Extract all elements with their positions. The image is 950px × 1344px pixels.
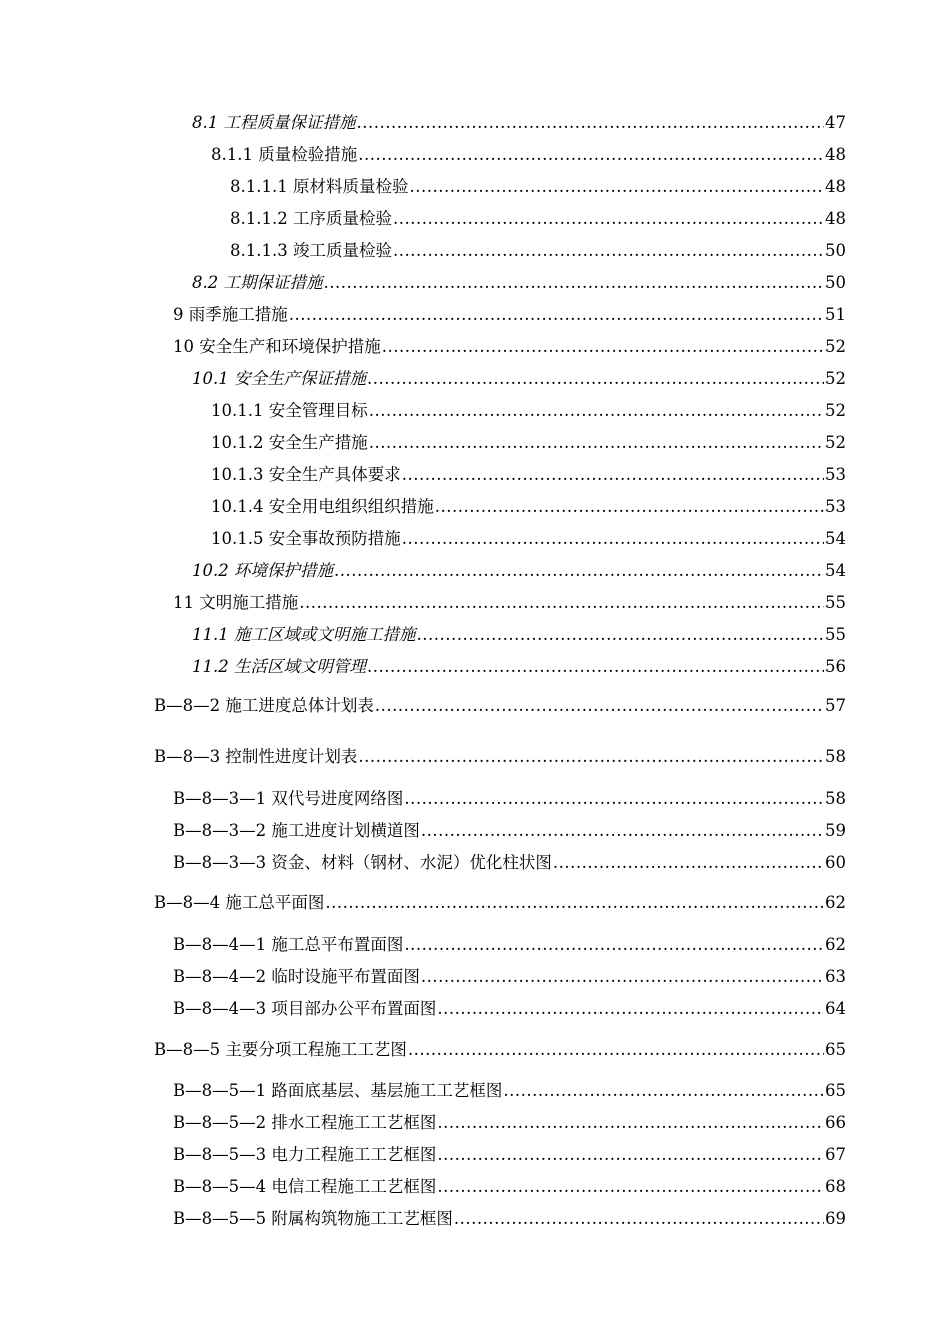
toc-entry-title: B—8—3 控制性进度计划表 [154,747,358,766]
toc-entry-page: 54 [825,561,846,580]
toc-entry-page: 60 [825,853,846,872]
toc-entry[interactable] [173,1207,846,1231]
toc-leader-dots [357,111,825,135]
toc-leader-dots [367,367,824,391]
toc-entry-page: 50 [825,241,846,260]
toc-entry-title: 8.1.1.1 原材料质量检验 [230,177,409,196]
toc-entry[interactable] [192,271,846,295]
toc-leader-dots [324,271,825,295]
toc-leader-dots [375,694,824,718]
toc-entry-page: 50 [825,273,846,292]
toc-leader-dots [402,463,824,487]
toc-entry-title: 11 文明施工措施 [173,593,299,612]
toc-entry-page: 52 [825,401,846,420]
toc-leader-dots [393,207,824,231]
toc-entry[interactable] [211,431,846,455]
toc-leader-dots [358,143,824,167]
toc-entry[interactable] [230,239,846,263]
toc-entry[interactable] [173,997,846,1021]
toc-leader-dots [435,495,824,519]
toc-entry-page: 64 [825,999,846,1018]
toc-leader-dots [299,591,824,615]
toc-entry-title: B—8—3—3 资金、材料（钢材、水泥）优化柱状图 [173,853,552,872]
toc-entry-title: 10 安全生产和环境保护措施 [173,337,381,356]
toc-entry[interactable] [173,1175,846,1199]
toc-entry-page: 48 [825,145,846,164]
toc-entry-title: 10.1.4 安全用电组织组织措施 [211,497,434,516]
toc-entry-page: 51 [825,305,846,324]
toc-entry[interactable] [173,819,846,843]
toc-entry-title: B—8—4—2 临时设施平布置面图 [173,967,420,986]
toc-leader-dots [325,891,824,915]
toc-leader-dots [553,851,824,875]
toc-entry-page: 68 [825,1177,846,1196]
toc-entry-title: 8.2 工期保证措施 [192,273,323,292]
toc-leader-dots [334,559,824,583]
toc-entry[interactable] [211,495,846,519]
toc-entry-page: 55 [825,593,846,612]
toc-leader-dots [437,1111,824,1135]
toc-leader-dots [402,527,824,551]
toc-entry[interactable] [173,335,846,359]
toc-entry-page: 53 [825,497,846,516]
toc-leader-dots [408,1038,824,1062]
toc-entry-page: 67 [825,1145,846,1164]
toc-entry-title: 10.1.2 安全生产措施 [211,433,368,452]
toc-entry-page: 69 [825,1209,846,1228]
toc-entry[interactable] [211,463,846,487]
toc-entry-page: 56 [825,657,846,676]
toc-entry[interactable] [173,303,846,327]
toc-entry-page: 52 [825,369,846,388]
toc-entry-title: 8.1.1.3 竣工质量检验 [230,241,392,260]
toc-entry[interactable] [173,851,846,875]
toc-entry-page: 54 [825,529,846,548]
toc-leader-dots [404,787,824,811]
toc-entry[interactable] [192,623,846,647]
toc-entry-title: 8.1.1 质量检验措施 [211,145,358,164]
toc-entry[interactable] [154,694,846,718]
toc-entry[interactable] [230,207,846,231]
toc-entry-title: B—8—5—3 电力工程施工工艺框图 [173,1145,437,1164]
toc-entry[interactable] [192,559,846,583]
toc-entry[interactable] [211,399,846,423]
toc-entry-title: 11.2 生活区域文明管理 [192,657,366,676]
toc-entry[interactable] [173,933,846,957]
toc-entry[interactable] [192,111,846,135]
toc-entry-title: B—8—5—4 电信工程施工工艺框图 [173,1177,437,1196]
toc-entry-page: 65 [825,1040,846,1059]
toc-entry-title: B—8—5 主要分项工程施工工艺图 [154,1040,407,1059]
toc-entry-title: 10.2 环境保护措施 [192,561,333,580]
toc-entry-title: B—8—2 施工进度总体计划表 [154,696,374,715]
toc-entry-title: B—8—5—5 附属构筑物施工工艺框图 [173,1209,453,1228]
toc-entry-page: 55 [825,625,846,644]
toc-entry-title: 9 雨季施工措施 [173,305,288,324]
toc-leader-dots [437,1143,824,1167]
toc-leader-dots [409,175,824,199]
toc-entry[interactable] [173,787,846,811]
toc-entry-title: 10.1.3 安全生产具体要求 [211,465,401,484]
toc-entry[interactable] [192,655,846,679]
toc-leader-dots [369,431,824,455]
toc-entry-page: 59 [825,821,846,840]
toc-entry[interactable] [154,745,846,769]
toc-leader-dots [416,623,824,647]
toc-leader-dots [437,1175,824,1199]
toc-entry-page: 62 [825,893,846,912]
toc-entry-page: 65 [825,1081,846,1100]
toc-entry-page: 53 [825,465,846,484]
toc-leader-dots [289,303,824,327]
toc-entry-title: B—8—5—1 路面底基层、基层施工工艺框图 [173,1081,503,1100]
toc-entry[interactable] [211,143,846,167]
toc-leader-dots [382,335,824,359]
toc-entry-title: B—8—4 施工总平面图 [154,893,325,912]
toc-entry[interactable] [211,527,846,551]
toc-leader-dots [421,965,824,989]
toc-entry-title: B—8—3—1 双代号进度网络图 [173,789,404,808]
toc-entry-title: 11.1 施工区域或文明施工措施 [192,625,416,644]
toc-entry-title: B—8—3—2 施工进度计划横道图 [173,821,420,840]
toc-entry-title: 8.1 工程质量保证措施 [192,113,356,132]
toc-entry-page: 66 [825,1113,846,1132]
toc-entry-page: 62 [825,935,846,954]
toc-entry[interactable] [173,965,846,989]
toc-entry-title: 10.1.1 安全管理目标 [211,401,368,420]
toc-entry[interactable] [173,1079,846,1103]
toc-leader-dots [358,745,824,769]
toc-entry-title: 10.1.5 安全事故预防措施 [211,529,401,548]
toc-leader-dots [454,1207,824,1231]
toc-entry[interactable] [154,1038,846,1062]
toc-entry-page: 52 [825,433,846,452]
toc-leader-dots [369,399,824,423]
toc-entry-title: 8.1.1.2 工序质量检验 [230,209,392,228]
toc-entry-page: 58 [825,789,846,808]
toc-leader-dots [367,655,824,679]
toc-entry-page: 52 [825,337,846,356]
toc-leader-dots [421,819,824,843]
toc-entry[interactable] [173,591,846,615]
toc-entry-page: 57 [825,696,846,715]
toc-entry[interactable] [173,1143,846,1167]
toc-entry-title: B—8—4—3 项目部办公平布置面图 [173,999,437,1018]
toc-entry-title: B—8—4—1 施工总平布置面图 [173,935,404,954]
toc-leader-dots [437,997,824,1021]
toc-leader-dots [503,1079,824,1103]
toc-entry-page: 58 [825,747,846,766]
toc-entry-title: B—8—5—2 排水工程施工工艺框图 [173,1113,437,1132]
toc-entry-page: 47 [825,113,846,132]
toc-entry[interactable] [230,175,846,199]
toc-entry[interactable] [154,891,846,915]
toc-entry-page: 48 [825,209,846,228]
toc-entry[interactable] [192,367,846,391]
toc-entry-title: 10.1 安全生产保证措施 [192,369,366,388]
toc-leader-dots [404,933,824,957]
toc-entry[interactable] [173,1111,846,1135]
toc-entry-page: 63 [825,967,846,986]
toc-leader-dots [393,239,824,263]
toc-entry-page: 48 [825,177,846,196]
